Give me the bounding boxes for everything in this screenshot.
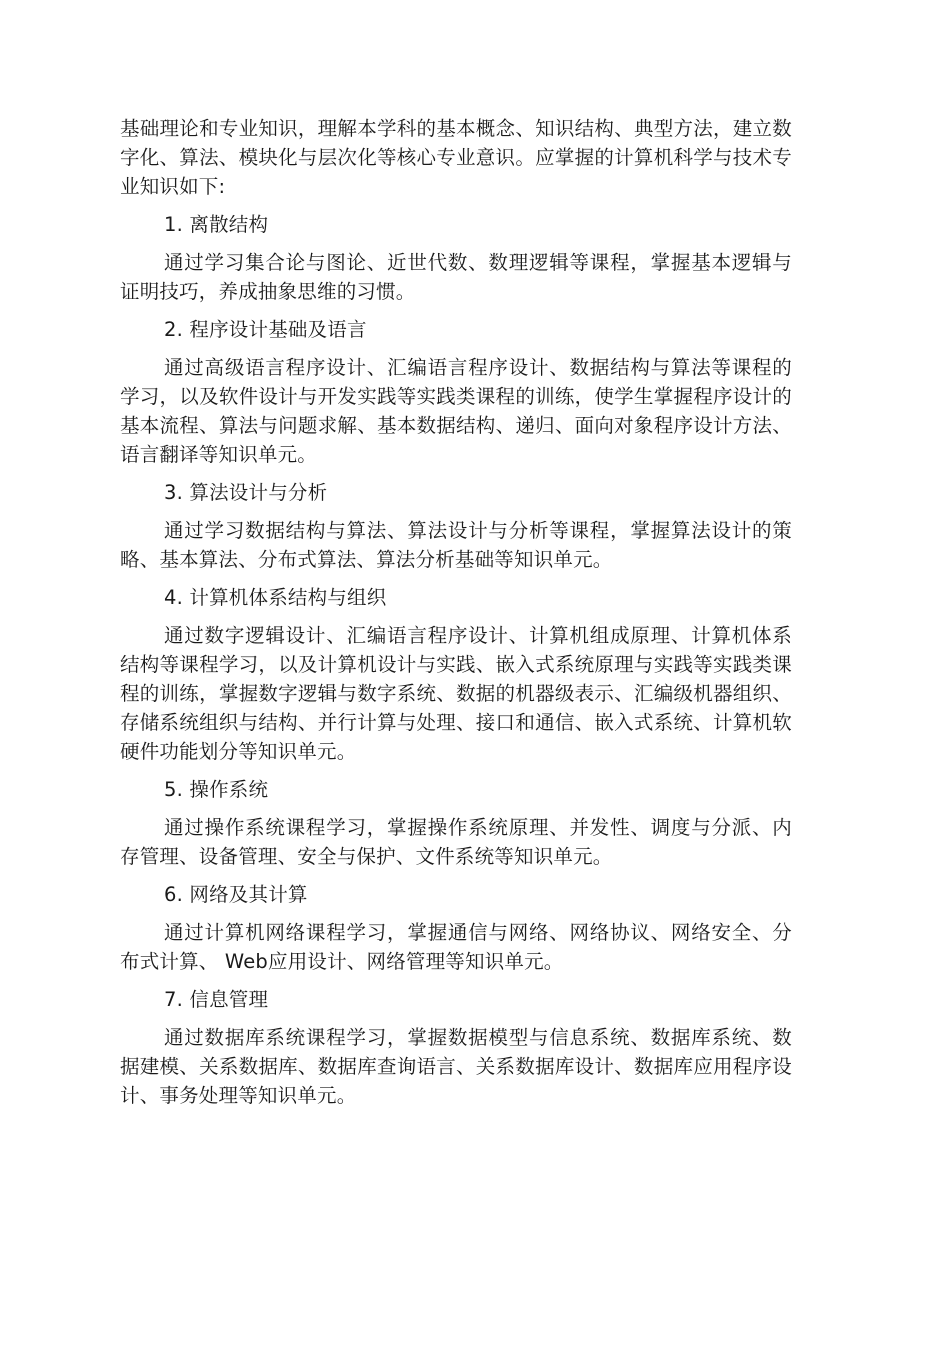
section-heading-networking: 6. 网络及其计算: [164, 883, 308, 906]
section-body-programming: 通过高级语言程序设计、汇编语言程序设计、数据结构与算法等课程的学习，以及软件设计与开发实践等实践类课程的训练，使学生掌握程序设计的基本流程、算法与问题求解、基本数据结构、递归、面向对象程序设计方法、语言翻译等知识单元。: [120, 356, 792, 466]
section-heading-discrete-structures: 1. 离散结构: [164, 213, 269, 236]
section-body-information-management: 通过数据库系统课程学习，掌握数据模型与信息系统、数据库系统、数据建模、关系数据库、数据库查询语言、关系数据库设计、数据库应用程序设计、事务处理等知识单元。: [120, 1026, 792, 1107]
section-heading-architecture: 4. 计算机体系结构与组织: [164, 586, 387, 609]
section-body-operating-systems: 通过操作系统课程学习，掌握操作系统原理、并发性、调度与分派、内存管理、设备管理、安全与保护、文件系统等知识单元。: [120, 816, 792, 868]
intro-paragraph: 基础理论和专业知识，理解本学科的基本概念、知识结构、典型方法，建立数字化、算法、模块化与层次化等核心专业意识。应掌握的计算机科学与技术专业知识如下:: [120, 117, 792, 198]
section-heading-programming: 2. 程序设计基础及语言: [164, 318, 367, 341]
section-body-architecture: 通过数字逻辑设计、汇编语言程序设计、计算机组成原理、计算机体系结构等课程学习，以及计算机设计与实践、嵌入式系统原理与实践等实践类课程的训练，掌握数字逻辑与数字系统、数据的机器级表示、汇编级机器组织、存储系统组织与结构、并行计算与处理、接口和通信、嵌入式系统、计算机软硬件功能划分等知识单元。: [120, 624, 792, 763]
section-heading-information-management: 7. 信息管理: [164, 988, 269, 1011]
section-heading-operating-systems: 5. 操作系统: [164, 778, 269, 801]
section-body-networking: 通过计算机网络课程学习，掌握通信与网络、网络协议、网络安全、分布式计算、 Web应用设计、网络管理等知识单元。: [120, 921, 792, 973]
section-body-discrete-structures: 通过学习集合论与图论、近世代数、数理逻辑等课程，掌握基本逻辑与证明技巧，养成抽象思维的习惯。: [120, 251, 792, 303]
section-heading-algorithms: 3. 算法设计与分析: [164, 481, 328, 504]
document-body: [120, 114, 792, 1119]
section-body-algorithms: 通过学习数据结构与算法、算法设计与分析等课程，掌握算法设计的策略、基本算法、分布式算法、算法分析基础等知识单元。: [120, 519, 792, 571]
